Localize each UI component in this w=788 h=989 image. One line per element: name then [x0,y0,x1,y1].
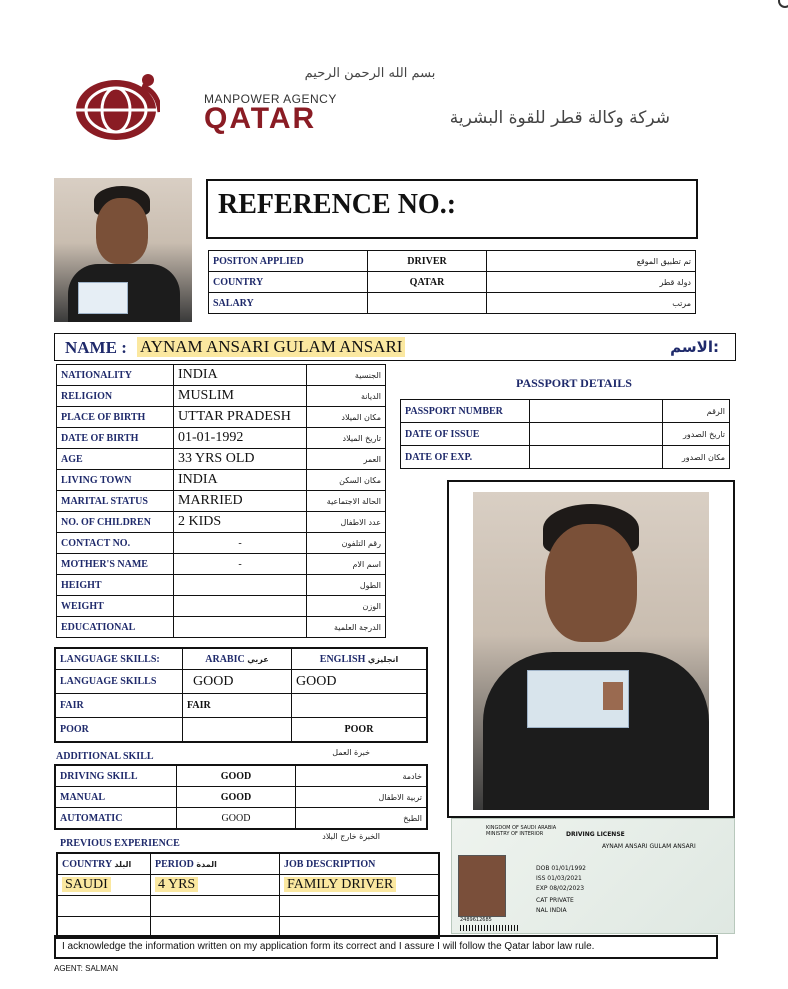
license-title: DRIVING LICENSE [566,831,625,838]
language-english-level: GOOD [292,670,428,694]
acknowledgement-box [54,935,718,959]
personal-value: INDIA [174,365,307,386]
personal-arabic: الجنسية [307,365,386,386]
personal-label: CONTACT NO. [61,537,131,549]
personal-row [57,575,386,596]
personal-arabic: اسم الام [307,554,386,575]
license-exp: EXP 08/02/2023 [536,885,585,892]
name-value: AYNAM ANSARI GULAM ANSARI [137,337,405,357]
personal-label: NATIONALITY [61,369,132,381]
passport-value [530,400,663,423]
personal-arabic: الحالة الاجتماعية [307,491,386,512]
personal-label: NO. OF CHILDREN [61,516,151,528]
position-label: POSITON APPLIED [213,255,304,267]
agency-arabic-name: شركة وكالة قطر للقوة البشرية [449,108,670,128]
personal-value: - [174,554,307,575]
personal-value: INDIA [174,470,307,491]
additional-skill-row [55,808,427,830]
personal-row [57,596,386,617]
additional-skill-arabic: تربية الاطفال [296,787,428,808]
personal-row [57,428,386,449]
personal-row [57,386,386,407]
passport-row [401,423,730,446]
additional-skill-row [55,765,427,787]
name-bar [54,333,736,361]
agency-small-label: MANPOWER AGENCY [204,92,337,106]
passport-title: PASSPORT DETAILS [516,376,632,390]
driving-license-image [451,818,735,934]
personal-arabic: العمر [307,449,386,470]
personal-value: 2 KIDS [174,512,307,533]
passport-arabic: الرقم [663,400,730,423]
passport-arabic: مكان الصدور [663,446,730,469]
personal-arabic: رقم التلفون [307,533,386,554]
name-arabic-label: الاسم: [670,338,719,356]
personal-row [57,491,386,512]
additional-skill-value: GOOD [177,808,296,830]
experience-row [57,875,439,896]
experience-country-text: SAUDI [62,877,111,892]
personal-row [57,407,386,428]
personal-value: - [174,533,307,554]
experience-country [57,875,151,896]
license-nat: NAL INDIA [536,907,567,914]
passport-row [401,446,730,469]
additional-skill-label: DRIVING SKILL [60,770,138,782]
personal-row [57,365,386,386]
position-value [368,293,487,314]
previous-experience-title-ar: الخبرة خارج البلاد [322,832,380,841]
personal-row [57,554,386,575]
experience-period [151,875,280,896]
personal-label: EDUCATIONAL [61,621,136,633]
personal-value: 01-01-1992 [174,428,307,449]
language-header-arabic: ARABIC عربي [183,648,292,670]
personal-value [174,617,307,638]
personal-value [174,575,307,596]
applicant-photo-large [473,492,709,810]
personal-value: MUSLIM [174,386,307,407]
personal-label: MOTHER'S NAME [61,558,148,570]
experience-row [57,896,439,917]
personal-label: AGE [61,453,83,465]
personal-details-table [56,364,386,638]
personal-row [57,449,386,470]
reference-title: REFERENCE NO.: [218,189,457,220]
personal-arabic: الديانة [307,386,386,407]
logo-globe-icon [72,72,160,142]
language-row-label: LANGUAGE SKILLS [60,676,157,687]
additional-skill-arabic: الطبخ [296,808,428,830]
additional-skill-value: GOOD [177,787,296,808]
personal-label: MARITAL STATUS [61,495,148,507]
language-arabic-level: GOOD [183,670,292,694]
position-arabic: دولة قطر [487,272,696,293]
personal-arabic: مكان السكن [307,470,386,491]
agent-label: AGENT: SALMAN [54,964,119,973]
passport-value [530,423,663,446]
position-table [208,250,696,314]
personal-value: 33 YRS OLD [174,449,307,470]
experience-job [280,896,440,917]
name-label: NAME : [65,338,127,357]
license-iss: ISS 01/03/2021 [536,875,582,882]
experience-country [57,896,151,917]
personal-value: UTTAR PRADESH [174,407,307,428]
personal-value: MARRIED [174,491,307,512]
close-icon[interactable] [778,0,788,8]
position-row [209,272,696,293]
experience-period-text: 4 YRS [155,877,198,892]
applicant-photo-small [54,178,192,322]
license-kingdom: KINGDOM OF SAUDI ARABIA [486,825,557,831]
personal-arabic: الدرجة العلمية [307,617,386,638]
license-barcode [460,925,520,931]
passport-value [530,446,663,469]
additional-skill-table [54,764,428,830]
personal-label: WEIGHT [61,600,104,612]
applicant-photo-frame [447,480,735,818]
license-dob: DOB 01/01/1992 [536,865,586,872]
position-label: COUNTRY [213,276,264,288]
personal-label: RELIGION [61,390,113,402]
language-english-level [292,694,428,718]
personal-arabic: مكان الميلاد [307,407,386,428]
position-row [209,293,696,314]
passport-label: DATE OF ISSUE [405,428,480,440]
agency-name: QATAR [204,102,317,135]
personal-label: HEIGHT [61,579,102,591]
bismillah-text: بسم الله الرحمن الرحيم [304,66,436,81]
license-number: 2489612685 [460,917,492,923]
passport-table [400,399,730,469]
previous-experience-title: PREVIOUS EXPERIENCE [60,838,180,849]
experience-job-text: FAMILY DRIVER [284,877,396,892]
personal-row [57,512,386,533]
passport-arabic: تاريخ الصدور [663,423,730,446]
language-arabic-level [183,718,292,742]
reference-box [206,179,698,239]
additional-skill-title: ADDITIONAL SKILL [56,751,154,762]
personal-label: LIVING TOWN [61,474,132,486]
position-arabic: تم تطبيق الموقع [487,251,696,272]
personal-value [174,596,307,617]
language-arabic-level: FAIR [183,694,292,718]
license-name: AYNAM ANSARI GULAM ANSARI [602,843,696,850]
experience-period [151,896,280,917]
experience-job [280,875,440,896]
additional-skill-title-ar: خبرة العمل [332,748,370,757]
personal-arabic: تاريخ الميلاد [307,428,386,449]
position-row [209,251,696,272]
additional-skill-arabic: خادمة [296,765,428,787]
language-row [55,670,427,694]
license-cat: CAT PRIVATE [536,897,574,904]
position-label: SALARY [213,297,254,309]
personal-label: PLACE OF BIRTH [61,411,146,423]
personal-arabic: الوزن [307,596,386,617]
language-row [55,694,427,718]
additional-skill-row [55,787,427,808]
acknowledgement-text: I acknowledge the information written on my application form its correct and I assure I will follow the Qatar labor law rule. [62,941,595,952]
license-ministry: MINISTRY OF INTERIOR [486,831,544,837]
experience-col-period: PERIOD المدة [151,853,280,875]
personal-label: DATE OF BIRTH [61,432,139,444]
language-row-label: FAIR [60,700,84,711]
language-row-label: POOR [60,723,89,735]
personal-row [57,533,386,554]
language-header-label: LANGUAGE SKILLS: [60,653,160,665]
language-english-level: POOR [292,718,428,742]
personal-row [57,617,386,638]
personal-row [57,470,386,491]
language-table [54,647,428,743]
experience-col-country: COUNTRY البلد [62,858,132,870]
position-value: QATAR [368,272,487,293]
language-header-english: ENGLISH انجليزي [292,648,428,670]
additional-skill-label: MANUAL [60,791,105,803]
passport-label: DATE OF EXP. [405,451,473,463]
personal-arabic: الطول [307,575,386,596]
experience-col-job: JOB DESCRIPTION [280,853,440,875]
position-value: DRIVER [368,251,487,272]
experience-table [56,852,440,939]
position-arabic: مرتب [487,293,696,314]
personal-arabic: عدد الاطفال [307,512,386,533]
additional-skill-label: AUTOMATIC [60,812,123,824]
passport-label: PASSPORT NUMBER [405,405,503,417]
passport-row [401,400,730,423]
additional-skill-value: GOOD [177,765,296,787]
language-row [55,718,427,742]
